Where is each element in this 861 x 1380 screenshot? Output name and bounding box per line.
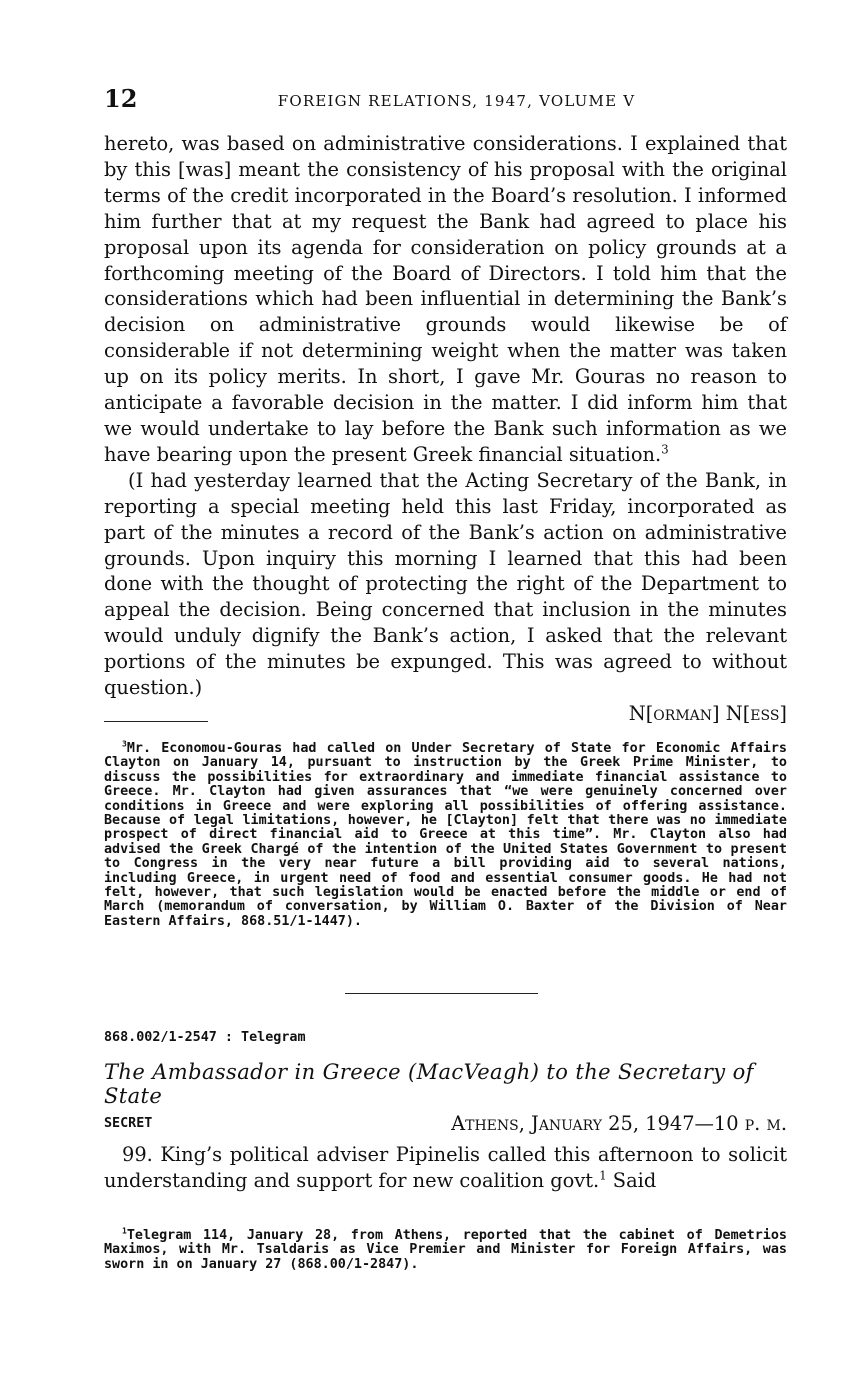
dateline <box>104 1112 787 1136</box>
page-number: 12 <box>104 84 138 113</box>
footnote-1 <box>104 1226 787 1272</box>
footnote-3 <box>104 739 787 929</box>
footnote-text: Mr. Economou-Gouras had called on Under Secretary of State for Economic Affairs Clayton on January 14, pursuant to instruction by the Greek Prime Minister, to discuss the possibilities for extraordinary and immediate financial assistance to Greece. Mr. Clayton had given assurances that “we were genuinely concerned over conditions in Greece and were exploring all possibilities of offering assistance. Because of legal limitations, however, he [Clayton] felt that there was no immediate prospect of direct financial aid to Greece at this time”. Mr. Clayton also had advised the Greek Chargé of the intention of the United States Government to present to Congress in the very near future a bill providing aid to several nations, including Greece, in urgent need of food and essential consumer goods. He had not felt, however, that such legislation would be enacted before the middle or end of March (memorandum of conversation, by William O. Baxter of the Division of Near Eastern Affairs, 868.51/1-1447). <box>104 741 787 929</box>
file-reference: 868.002/1-2547 : Telegram <box>104 1030 306 1045</box>
body-text <box>104 131 787 727</box>
classification: SECRET <box>104 1116 153 1131</box>
place-date: Athens, January 25, 1947—10 p. m. <box>451 1112 787 1135</box>
body-paragraph: (I had yesterday learned that the Acting Secretary of the Bank, in reporting a special meeting held this last Friday, incorporated as part of the minutes a record of the Bank’s action on administrative grounds. Upon inquiry this morning I learned that this had been done with the thought of protecting the right of the Department to appeal the decision. Being concerned that inclusion in the minutes would unduly dignify the Bank’s action, I asked that the relevant portions of the minutes be expunged. This was agreed to without question.) <box>104 468 787 700</box>
body-paragraph: hereto, was based on administrative considerations. I explained that by this [was] meant the consistency of his proposal with the original terms of the credit incorporated in the Board’s resolution. I informed him further that at my request the Bank had agreed to place his proposal upon its agenda for consideration on policy grounds at a forthcoming meeting of the Board of Directors. I told him that the considerations which had been influential in determining the Bank’s decision on administrative grounds would likewise be of considerable if not determining weight when the matter was taken up on its policy merits. In short, I gave Mr. Gouras no reason to anticipate a favorable decision in the matter. I did inform him that we would undertake to lay before the Bank such information as we have bearing upon the present Greek financial situation.$^3$ <box>104 132 787 466</box>
footnote-ref[interactable]: 1 <box>599 1168 607 1183</box>
footnote-marker: 1 <box>122 1226 127 1236</box>
footnote-ref[interactable]: 3 <box>661 442 669 457</box>
footnote-marker: 3 <box>122 739 127 749</box>
document-title: The Ambassador in Greece (MacVeagh) to the Secretary of State <box>104 1060 754 1108</box>
section-divider <box>345 993 538 994</box>
footnote-text: Telegram 114, January 28, from Athens, reported that the cabinet of Demetrios Maximos, with Mr. Tsaldaris as Vice Premier and Minister for Foreign Affairs, was sworn in on January 27 (868.00/1-2847). <box>104 1228 787 1272</box>
page-header <box>104 84 789 118</box>
telegram-text: 99. King’s political adviser Pipinelis called this afternoon to solicit understanding and support for new coalition govt.$^1$ Said <box>104 1143 787 1192</box>
running-head: FOREIGN RELATIONS, 1947, VOLUME V <box>277 92 636 110</box>
signature: N[orman] N[ess] <box>628 701 787 725</box>
footnote-divider <box>104 721 208 722</box>
